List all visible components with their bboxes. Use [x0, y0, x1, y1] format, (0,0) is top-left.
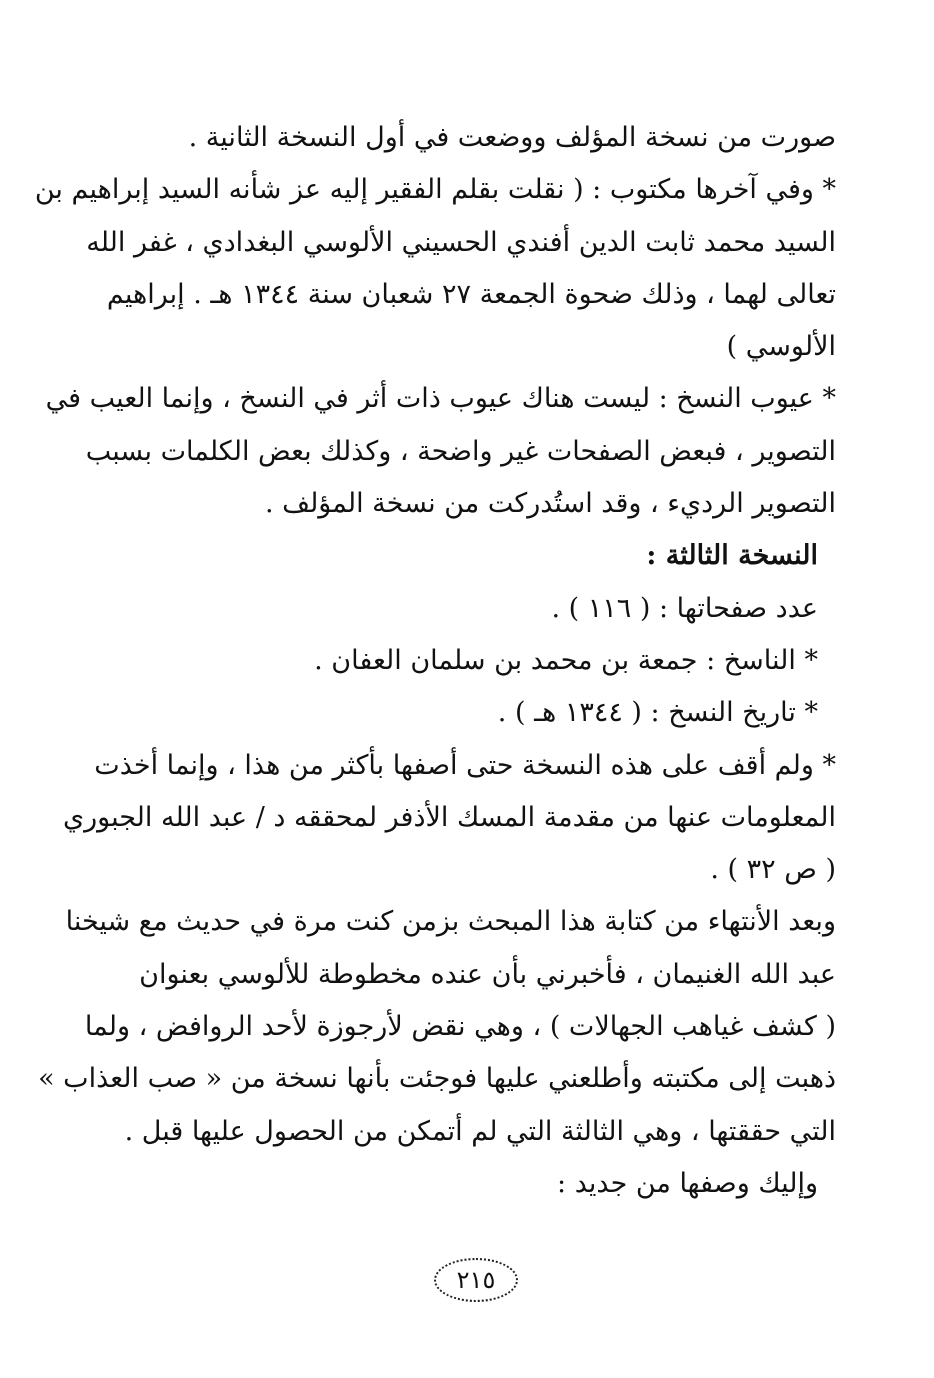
text-line: عبد الله الغنيمان ، فأخبرني بأن عنده مخطوطة للألوسي بعنوان — [139, 958, 836, 990]
section-heading: النسخة الثالثة : — [646, 540, 818, 572]
text-line: * تاريخ النسخ : ( ١٣٤٤ هـ ) . — [497, 697, 818, 729]
text-line: التصوير الرديء ، وقد استُدركت من نسخة المؤلف . — [264, 488, 836, 520]
text-line: ذهبت إلى مكتبته وأطلعني عليها فوجئت بأنها نسخة من « صب العذاب » — [38, 1063, 836, 1095]
text-line: تعالى لهما ، وذلك ضحوة الجمعة ٢٧ شعبان سنة ١٣٤٤ هـ . إبراهيم — [106, 278, 836, 310]
text-line: وإليك وصفها من جديد : — [557, 1167, 818, 1199]
text-line: ( كشف غياهب الجهالات ) ، وهي نقض لأرجوزة لأحد الروافض ، ولما — [84, 1011, 836, 1043]
text-line: صورت من نسخة المؤلف ووضعت في أول النسخة الثانية . — [188, 122, 836, 153]
text-line: * ولم أقف على هذه النسخة حتى أصفها بأكثر من هذا ، وإنما أخذت — [94, 749, 836, 781]
page-number-frame — [434, 1258, 518, 1302]
text-line: وبعد الأنتهاء من كتابة هذا المبحث بزمن كنت مرة في حديث مع شيخنا — [65, 906, 836, 938]
text-line: ( ص ٣٢ ) . — [710, 854, 836, 886]
text-line: السيد محمد ثابت الدين أفندي الحسيني الألوسي البغدادي ، غفر الله — [86, 226, 836, 258]
body-text — [34, 112, 836, 1210]
text-line: التصوير ، فبعض الصفحات غير واضحة ، وكذلك بعض الكلمات بسبب — [85, 435, 836, 467]
page-number: ٢١٥ — [456, 1266, 496, 1294]
text-line: * عيوب النسخ : ليست هناك عيوب ذات أثر في النسخ ، وإنما العيب في — [45, 383, 836, 415]
text-line: المعلومات عنها من مقدمة المسك الأذفر لمحققه د / عبد الله الجبوري — [62, 801, 836, 833]
text-line: الألوسي ) — [726, 331, 836, 363]
text-line: التي حققتها ، وهي الثالثة التي لم أتمكن من الحصول عليها قبل . — [124, 1115, 836, 1147]
text-line: عدد صفحاتها : ( ١١٦ ) . — [551, 592, 818, 624]
text-line: * وفي آخرها مكتوب : ( نقلت بقلم الفقير إليه عز شأنه السيد إبراهيم بن — [34, 174, 836, 206]
text-line: * الناسخ : جمعة بن محمد بن سلمان العفان . — [314, 644, 818, 676]
